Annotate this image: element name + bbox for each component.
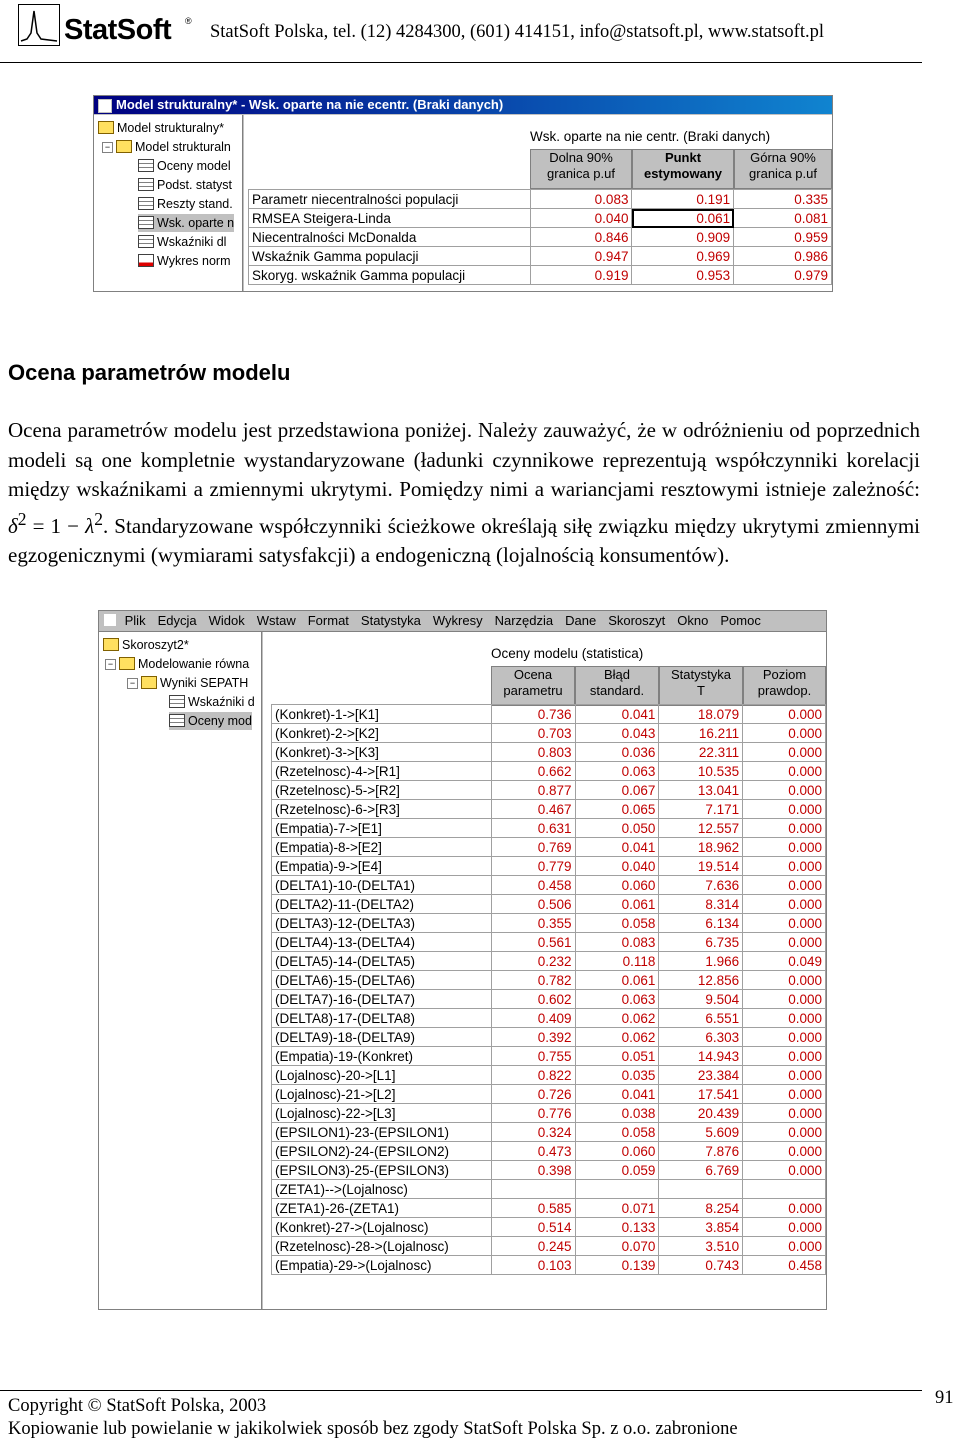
table-row bbox=[272, 838, 826, 857]
table-row bbox=[272, 876, 826, 895]
tree-item-selected[interactable]: Wsk. oparte n bbox=[138, 214, 234, 232]
table-cell[interactable]: 19.514 bbox=[659, 857, 743, 876]
menu-item[interactable]: Format bbox=[307, 613, 349, 628]
section-heading: Ocena parametrów modelu bbox=[8, 360, 291, 385]
table-cell[interactable]: 0.000 bbox=[743, 838, 826, 857]
table-cell[interactable]: 0.043 bbox=[575, 724, 659, 743]
table-row bbox=[272, 1009, 826, 1028]
table-cell[interactable]: 0.000 bbox=[743, 724, 826, 743]
table-row bbox=[272, 895, 826, 914]
table-row bbox=[272, 914, 826, 933]
col-header[interactable]: Dolna 90% granica p.uf bbox=[530, 149, 632, 189]
row-label[interactable]: (Rzetelnosc)-5->[R2] bbox=[272, 781, 492, 800]
table-cell[interactable]: 0.000 bbox=[743, 1085, 826, 1104]
menu-item[interactable]: Widok bbox=[208, 613, 245, 628]
table-row bbox=[272, 1123, 826, 1142]
row-label[interactable]: (EPSILON2)-24-(EPSILON2) bbox=[272, 1142, 492, 1161]
table-cell[interactable]: 0.392 bbox=[491, 1028, 575, 1047]
table-cell[interactable]: 6.134 bbox=[659, 914, 743, 933]
row-label[interactable]: (Lojalnosc)-20->[L1] bbox=[272, 1066, 492, 1085]
table-cell[interactable]: 12.557 bbox=[659, 819, 743, 838]
statsoft-logo-icon bbox=[18, 4, 60, 46]
table-cell[interactable]: 0.726 bbox=[491, 1085, 575, 1104]
table-cell[interactable]: 0.324 bbox=[491, 1123, 575, 1142]
table-cell[interactable]: 0.060 bbox=[575, 876, 659, 895]
sheet-icon bbox=[138, 197, 154, 210]
menu-item[interactable]: Statystyka bbox=[360, 613, 421, 628]
table-cell[interactable]: 18.079 bbox=[659, 705, 743, 724]
screenshot-window-1 bbox=[93, 95, 833, 292]
table-cell[interactable]: 0.051 bbox=[575, 1047, 659, 1066]
folder-icon bbox=[119, 657, 135, 670]
table-cell[interactable]: 0.000 bbox=[743, 800, 826, 819]
table-cell[interactable]: 0.000 bbox=[743, 876, 826, 895]
footer-notice: Kopiowanie lub powielanie w jakikolwiek sposób bez zgody StatSoft Polska Sp. z o.o. zabronione bbox=[8, 1419, 738, 1439]
table-cell[interactable]: 9.504 bbox=[659, 990, 743, 1009]
menu-item[interactable]: Plik bbox=[124, 613, 146, 628]
table-cell[interactable]: 0.000 bbox=[743, 1104, 826, 1123]
page-number: 91 bbox=[935, 1388, 954, 1408]
table-row bbox=[272, 743, 826, 762]
table-row bbox=[249, 247, 832, 266]
table-cell[interactable]: 6.551 bbox=[659, 1009, 743, 1028]
table-cell[interactable]: 0.232 bbox=[491, 952, 575, 971]
menu-item[interactable]: Wykresy bbox=[432, 613, 483, 628]
sheet-icon bbox=[138, 159, 154, 172]
table-cell[interactable]: 0.000 bbox=[743, 705, 826, 724]
table-cell[interactable]: 0.041 bbox=[575, 838, 659, 857]
sheet-title: Oceny modelu (statistica) bbox=[491, 646, 644, 661]
section-paragraph: Ocena parametrów modelu jest przedstawiona poniżej. Należy zauważyć, że w odróżnieniu od poprzednich modeli są one kompletnie wystandaryzowane (ładunki czynnikowe reprezentują współczynniki korelacji między wskaźnikami a zmiennymi ukrytymi. Pomiędzy nimi a wariancjami resztowymi istnieje zależność: $\delta^2 = 1 - \lambda^2$. Standaryzowane współczynniki ścieżkowe określają siłę związku między ukrytymi zmiennymi egzogenicznymi (wymiarami satysfakcji) a endogeniczną (lojalnością konsumentów). bbox=[8, 418, 920, 567]
col-header[interactable]: Błąd standard. bbox=[575, 666, 659, 706]
table-cell[interactable]: 0.000 bbox=[743, 1218, 826, 1237]
table-cell[interactable]: 0.103 bbox=[491, 1256, 575, 1275]
tree-item[interactable]: Reszty stand. bbox=[138, 195, 233, 213]
table-cell[interactable]: 0.458 bbox=[491, 876, 575, 895]
table-cell[interactable]: 17.541 bbox=[659, 1085, 743, 1104]
tree-item[interactable]: Oceny model bbox=[138, 157, 231, 175]
menu-item[interactable]: Pomoc bbox=[720, 613, 761, 628]
table-row bbox=[249, 190, 832, 209]
table-cell[interactable]: 0.000 bbox=[743, 857, 826, 876]
tree-item[interactable]: Wykres norm bbox=[138, 252, 231, 270]
row-label[interactable]: (DELTA7)-16-(DELTA7) bbox=[272, 990, 492, 1009]
table-cell[interactable]: 0.000 bbox=[743, 1199, 826, 1218]
table-row bbox=[272, 1237, 826, 1256]
folder-icon bbox=[141, 676, 157, 689]
sheet-icon bbox=[138, 216, 154, 229]
window-1-sheet bbox=[244, 115, 832, 291]
table-cell[interactable]: 0.058 bbox=[575, 914, 659, 933]
col-header[interactable]: Punkt estymowany bbox=[632, 149, 734, 189]
tree-item[interactable]: Model strukturalny* bbox=[98, 119, 224, 137]
table-cell[interactable]: 0.040 bbox=[575, 857, 659, 876]
collapse-icon[interactable]: − bbox=[127, 678, 138, 689]
table-cell[interactable]: 0.245 bbox=[491, 1237, 575, 1256]
header-contact: StatSoft Polska, tel. (12) 4284300, (601) 414151, info@statsoft.pl, www.statsoft.pl bbox=[210, 22, 824, 42]
table-cell[interactable]: 0.000 bbox=[743, 1142, 826, 1161]
sheet-icon bbox=[169, 714, 185, 727]
header-divider bbox=[0, 62, 922, 63]
table-cell[interactable]: 0.118 bbox=[575, 952, 659, 971]
results-table-1 bbox=[248, 189, 832, 285]
menu-item[interactable]: Narzędzia bbox=[494, 613, 554, 628]
table-cell[interactable]: 0.000 bbox=[743, 1123, 826, 1142]
logo-registered-mark: ® bbox=[185, 16, 192, 26]
table-row bbox=[272, 1256, 826, 1275]
table-row bbox=[272, 724, 826, 743]
table-cell[interactable]: 0.000 bbox=[743, 743, 826, 762]
tree-item[interactable]: Podst. statyst bbox=[138, 176, 232, 194]
table-cell[interactable]: 0.000 bbox=[743, 1066, 826, 1085]
table-cell[interactable]: 20.439 bbox=[659, 1104, 743, 1123]
table-cell[interactable]: 0.514 bbox=[491, 1218, 575, 1237]
row-label[interactable]: Wskaźnik Gamma populacji bbox=[249, 247, 531, 266]
tree-item[interactable]: Wskaźniki dl bbox=[138, 233, 226, 251]
table-cell[interactable]: 1.966 bbox=[659, 952, 743, 971]
table-row bbox=[272, 1218, 826, 1237]
table-row bbox=[272, 933, 826, 952]
table-cell[interactable]: 3.854 bbox=[659, 1218, 743, 1237]
row-label[interactable]: Parametr niecentralności populacji bbox=[249, 190, 531, 209]
table-cell[interactable]: 0.877 bbox=[491, 781, 575, 800]
table-cell[interactable]: 0.061 bbox=[632, 209, 734, 228]
row-label[interactable]: (EPSILON3)-25-(EPSILON3) bbox=[272, 1161, 492, 1180]
row-label[interactable]: (ZETA1)-26-(ZETA1) bbox=[272, 1199, 492, 1218]
window-1-titlebar bbox=[94, 96, 832, 114]
table-cell[interactable]: 0.953 bbox=[632, 266, 734, 285]
row-label[interactable]: (DELTA9)-18-(DELTA9) bbox=[272, 1028, 492, 1047]
row-label[interactable]: (DELTA1)-10-(DELTA1) bbox=[272, 876, 492, 895]
footer-divider bbox=[0, 1390, 922, 1391]
table-cell[interactable]: 0.986 bbox=[734, 247, 832, 266]
table-row bbox=[272, 1180, 826, 1199]
row-label[interactable]: (DELTA4)-13-(DELTA4) bbox=[272, 933, 492, 952]
row-label[interactable]: (Rzetelnosc)-28->(Lojalnosc) bbox=[272, 1237, 492, 1256]
table-cell[interactable]: 0.779 bbox=[491, 857, 575, 876]
table-cell[interactable]: 0.000 bbox=[743, 990, 826, 1009]
table-cell[interactable]: 0.083 bbox=[530, 190, 632, 209]
table-cell[interactable]: 0.769 bbox=[491, 838, 575, 857]
table-cell[interactable]: 0.058 bbox=[575, 1123, 659, 1142]
screenshot-window-2 bbox=[98, 610, 827, 1310]
table-row bbox=[272, 952, 826, 971]
row-label[interactable]: (Konkret)-3->[K3] bbox=[272, 743, 492, 762]
row-label[interactable]: (DELTA6)-15-(DELTA6) bbox=[272, 971, 492, 990]
row-label[interactable]: (Empatia)-19-(Konkret) bbox=[272, 1047, 492, 1066]
table-row bbox=[249, 228, 832, 247]
table-cell[interactable]: 0.063 bbox=[575, 762, 659, 781]
table-cell[interactable]: 3.510 bbox=[659, 1237, 743, 1256]
table-cell[interactable]: 0.061 bbox=[575, 971, 659, 990]
table-row bbox=[272, 819, 826, 838]
app-icon bbox=[103, 613, 117, 627]
tree-item[interactable]: − Model strukturaln bbox=[102, 138, 231, 156]
sheet-icon bbox=[138, 235, 154, 248]
row-label[interactable]: (Lojalnosc)-21->[L2] bbox=[272, 1085, 492, 1104]
row-label[interactable]: (Empatia)-29->(Lojalnosc) bbox=[272, 1256, 492, 1275]
table-row bbox=[272, 857, 826, 876]
table-row bbox=[272, 1028, 826, 1047]
table-cell[interactable]: 7.876 bbox=[659, 1142, 743, 1161]
table-row bbox=[249, 266, 832, 285]
table-cell[interactable]: 0.063 bbox=[575, 990, 659, 1009]
col-header[interactable]: Poziom prawdop. bbox=[743, 666, 826, 706]
sheet-icon bbox=[169, 695, 185, 708]
table-cell[interactable]: 0.467 bbox=[491, 800, 575, 819]
table-row bbox=[272, 705, 826, 724]
row-label[interactable]: (DELTA2)-11-(DELTA2) bbox=[272, 895, 492, 914]
app-icon bbox=[98, 99, 112, 113]
menu-item[interactable]: Okno bbox=[677, 613, 709, 628]
table-cell[interactable]: 0.000 bbox=[743, 1161, 826, 1180]
table-row bbox=[249, 209, 832, 228]
table-cell[interactable]: 8.314 bbox=[659, 895, 743, 914]
table-cell[interactable]: 0.947 bbox=[530, 247, 632, 266]
table-cell[interactable]: 8.254 bbox=[659, 1199, 743, 1218]
table-cell[interactable]: 0.846 bbox=[530, 228, 632, 247]
table-cell[interactable]: 0.062 bbox=[575, 1009, 659, 1028]
table-cell[interactable]: 0.062 bbox=[575, 1028, 659, 1047]
col-header[interactable]: Górna 90% granica p.uf bbox=[734, 149, 832, 189]
table-row bbox=[272, 1199, 826, 1218]
table-row bbox=[272, 971, 826, 990]
collapse-icon[interactable]: − bbox=[102, 142, 113, 153]
table-cell[interactable]: 0.919 bbox=[530, 266, 632, 285]
table-cell[interactable]: 0.458 bbox=[743, 1256, 826, 1275]
table-cell[interactable]: 0.703 bbox=[491, 724, 575, 743]
table-row bbox=[272, 1142, 826, 1161]
table-row bbox=[272, 990, 826, 1009]
math-lambda: λ bbox=[85, 513, 95, 538]
menu-item[interactable]: Skoroszyt bbox=[608, 613, 666, 628]
table-cell[interactable]: 0.959 bbox=[734, 228, 832, 247]
table-cell[interactable]: 22.311 bbox=[659, 743, 743, 762]
table-cell[interactable]: 0.506 bbox=[491, 895, 575, 914]
table-cell[interactable]: 0.803 bbox=[491, 743, 575, 762]
footer-copyright: Copyright © StatSoft Polska, 2003 bbox=[8, 1396, 267, 1416]
tree-item[interactable]: − Wyniki SEPATH bbox=[127, 674, 248, 692]
table-cell[interactable]: 23.384 bbox=[659, 1066, 743, 1085]
table-cell[interactable] bbox=[743, 1180, 826, 1199]
tree-item[interactable]: Skoroszyt2* bbox=[103, 636, 189, 654]
results-table-2 bbox=[271, 704, 826, 1275]
chart-icon bbox=[138, 254, 154, 267]
row-label[interactable]: (DELTA3)-12-(DELTA3) bbox=[272, 914, 492, 933]
table-row bbox=[272, 781, 826, 800]
row-label[interactable]: (Empatia)-7->[E1] bbox=[272, 819, 492, 838]
table-cell[interactable]: 0.969 bbox=[632, 247, 734, 266]
menu-item[interactable]: Edycja bbox=[157, 613, 197, 628]
row-label[interactable]: Skoryg. wskaźnik Gamma populacji bbox=[249, 266, 531, 285]
table-cell[interactable]: 0.036 bbox=[575, 743, 659, 762]
table-cell[interactable]: 0.081 bbox=[734, 209, 832, 228]
table-cell[interactable]: 6.303 bbox=[659, 1028, 743, 1047]
table-cell[interactable]: 0.139 bbox=[575, 1256, 659, 1275]
table-cell[interactable]: 13.041 bbox=[659, 781, 743, 800]
table-cell[interactable]: 0.000 bbox=[743, 1047, 826, 1066]
window-2-tree bbox=[99, 632, 262, 1309]
table-cell[interactable]: 0.000 bbox=[743, 914, 826, 933]
row-label[interactable]: (Rzetelnosc)-4->[R1] bbox=[272, 762, 492, 781]
table-cell[interactable]: 0.736 bbox=[491, 705, 575, 724]
table-cell[interactable]: 0.355 bbox=[491, 914, 575, 933]
table-cell[interactable]: 16.211 bbox=[659, 724, 743, 743]
row-label[interactable]: (DELTA8)-17-(DELTA8) bbox=[272, 1009, 492, 1028]
window-2-menubar bbox=[99, 611, 826, 632]
table-cell[interactable]: 14.943 bbox=[659, 1047, 743, 1066]
table-cell[interactable]: 0.909 bbox=[632, 228, 734, 247]
table-cell[interactable] bbox=[491, 1180, 575, 1199]
row-label[interactable]: RMSEA Steigera-Linda bbox=[249, 209, 531, 228]
table-cell[interactable]: 0.070 bbox=[575, 1237, 659, 1256]
table-cell[interactable]: 0.000 bbox=[743, 819, 826, 838]
row-label[interactable]: (Konkret)-27->(Lojalnosc) bbox=[272, 1218, 492, 1237]
table-cell[interactable]: 0.061 bbox=[575, 895, 659, 914]
table-cell[interactable]: 0.979 bbox=[734, 266, 832, 285]
table-cell[interactable]: 7.636 bbox=[659, 876, 743, 895]
window-1-title: Model strukturalny* - Wsk. oparte na nie ecentr. (Braki danych) bbox=[116, 97, 504, 112]
sheet-icon bbox=[138, 178, 154, 191]
row-label[interactable]: (EPSILON1)-23-(EPSILON1) bbox=[272, 1123, 492, 1142]
table-cell[interactable]: 6.769 bbox=[659, 1161, 743, 1180]
table-cell[interactable]: 0.071 bbox=[575, 1199, 659, 1218]
row-label[interactable]: (Konkret)-2->[K2] bbox=[272, 724, 492, 743]
row-label[interactable]: Niecentralności McDonalda bbox=[249, 228, 531, 247]
table-cell[interactable]: 0.000 bbox=[743, 971, 826, 990]
table-cell[interactable]: 0.000 bbox=[743, 933, 826, 952]
row-label[interactable]: (Konkret)-1->[K1] bbox=[272, 705, 492, 724]
table-cell[interactable]: 10.535 bbox=[659, 762, 743, 781]
table-cell[interactable]: 0.409 bbox=[491, 1009, 575, 1028]
sheet-title: Wsk. oparte na nie centr. (Braki danych) bbox=[530, 129, 771, 144]
row-label[interactable]: (Rzetelnosc)-6->[R3] bbox=[272, 800, 492, 819]
table-cell[interactable]: 0.065 bbox=[575, 800, 659, 819]
table-cell[interactable]: 0.050 bbox=[575, 819, 659, 838]
table-cell[interactable]: 0.038 bbox=[575, 1104, 659, 1123]
table-cell[interactable]: 0.602 bbox=[491, 990, 575, 1009]
table-cell[interactable]: 0.000 bbox=[743, 1009, 826, 1028]
table-cell[interactable]: 7.171 bbox=[659, 800, 743, 819]
tree-item-selected[interactable]: Oceny mod bbox=[169, 712, 252, 730]
row-label[interactable]: (Empatia)-8->[E2] bbox=[272, 838, 492, 857]
col-header[interactable]: Ocena parametru bbox=[491, 666, 575, 706]
table-cell[interactable]: 0.000 bbox=[743, 895, 826, 914]
table-cell[interactable]: 0.133 bbox=[575, 1218, 659, 1237]
table-cell[interactable]: 0.755 bbox=[491, 1047, 575, 1066]
table-cell[interactable]: 0.561 bbox=[491, 933, 575, 952]
table-cell[interactable]: 0.060 bbox=[575, 1142, 659, 1161]
table-cell[interactable]: 0.000 bbox=[743, 781, 826, 800]
row-label[interactable]: (Empatia)-9->[E4] bbox=[272, 857, 492, 876]
table-row bbox=[272, 800, 826, 819]
table-cell[interactable] bbox=[575, 1180, 659, 1199]
table-cell[interactable]: 0.000 bbox=[743, 1237, 826, 1256]
table-row bbox=[272, 1047, 826, 1066]
window-1-tree bbox=[94, 115, 243, 291]
table-cell[interactable]: 0.041 bbox=[575, 1085, 659, 1104]
table-cell[interactable]: 0.000 bbox=[743, 1028, 826, 1047]
table-cell[interactable]: 0.782 bbox=[491, 971, 575, 990]
table-row bbox=[272, 1104, 826, 1123]
window-2-sheet bbox=[263, 632, 826, 1309]
table-cell[interactable]: 18.962 bbox=[659, 838, 743, 857]
col-header[interactable]: Statystyka T bbox=[659, 666, 743, 706]
row-label[interactable]: (DELTA5)-14-(DELTA5) bbox=[272, 952, 492, 971]
table-cell[interactable]: 12.856 bbox=[659, 971, 743, 990]
menu-item[interactable]: Dane bbox=[565, 613, 597, 628]
table-cell[interactable]: 0.585 bbox=[491, 1199, 575, 1218]
folder-icon bbox=[98, 121, 114, 134]
table-cell[interactable]: 0.035 bbox=[575, 1066, 659, 1085]
logo-text: StatSoft bbox=[64, 14, 172, 46]
table-cell[interactable]: 0.473 bbox=[491, 1142, 575, 1161]
table-cell[interactable]: 0.041 bbox=[575, 705, 659, 724]
row-label[interactable]: (Lojalnosc)-22->[L3] bbox=[272, 1104, 492, 1123]
collapse-icon[interactable]: − bbox=[105, 659, 116, 670]
menu-item[interactable]: Wstaw bbox=[256, 613, 296, 628]
table-cell[interactable]: 0.067 bbox=[575, 781, 659, 800]
table-row bbox=[272, 1085, 826, 1104]
tree-item[interactable]: − Modelowanie równa bbox=[105, 655, 249, 673]
table-cell[interactable]: 0.191 bbox=[632, 190, 734, 209]
folder-icon bbox=[116, 140, 132, 153]
math-delta: δ bbox=[8, 513, 18, 538]
table-cell[interactable]: 0.822 bbox=[491, 1066, 575, 1085]
table-row bbox=[272, 1066, 826, 1085]
table-cell[interactable] bbox=[659, 1180, 743, 1199]
table-cell[interactable]: 0.040 bbox=[530, 209, 632, 228]
table-cell[interactable]: 0.049 bbox=[743, 952, 826, 971]
table-cell[interactable]: 0.743 bbox=[659, 1256, 743, 1275]
folder-icon bbox=[103, 638, 119, 651]
row-label[interactable]: (ZETA1)-->(Lojalnosc) bbox=[272, 1180, 492, 1199]
table-cell[interactable]: 0.000 bbox=[743, 762, 826, 781]
table-row bbox=[272, 1161, 826, 1180]
table-cell[interactable]: 5.609 bbox=[659, 1123, 743, 1142]
table-cell[interactable]: 0.662 bbox=[491, 762, 575, 781]
table-cell[interactable]: 0.059 bbox=[575, 1161, 659, 1180]
table-cell[interactable]: 0.083 bbox=[575, 933, 659, 952]
table-cell[interactable]: 0.398 bbox=[491, 1161, 575, 1180]
table-cell[interactable]: 0.335 bbox=[734, 190, 832, 209]
table-cell[interactable]: 0.631 bbox=[491, 819, 575, 838]
table-cell[interactable]: 6.735 bbox=[659, 933, 743, 952]
tree-item[interactable]: Wskaźniki d bbox=[169, 693, 255, 711]
table-row bbox=[272, 762, 826, 781]
table-cell[interactable]: 0.776 bbox=[491, 1104, 575, 1123]
